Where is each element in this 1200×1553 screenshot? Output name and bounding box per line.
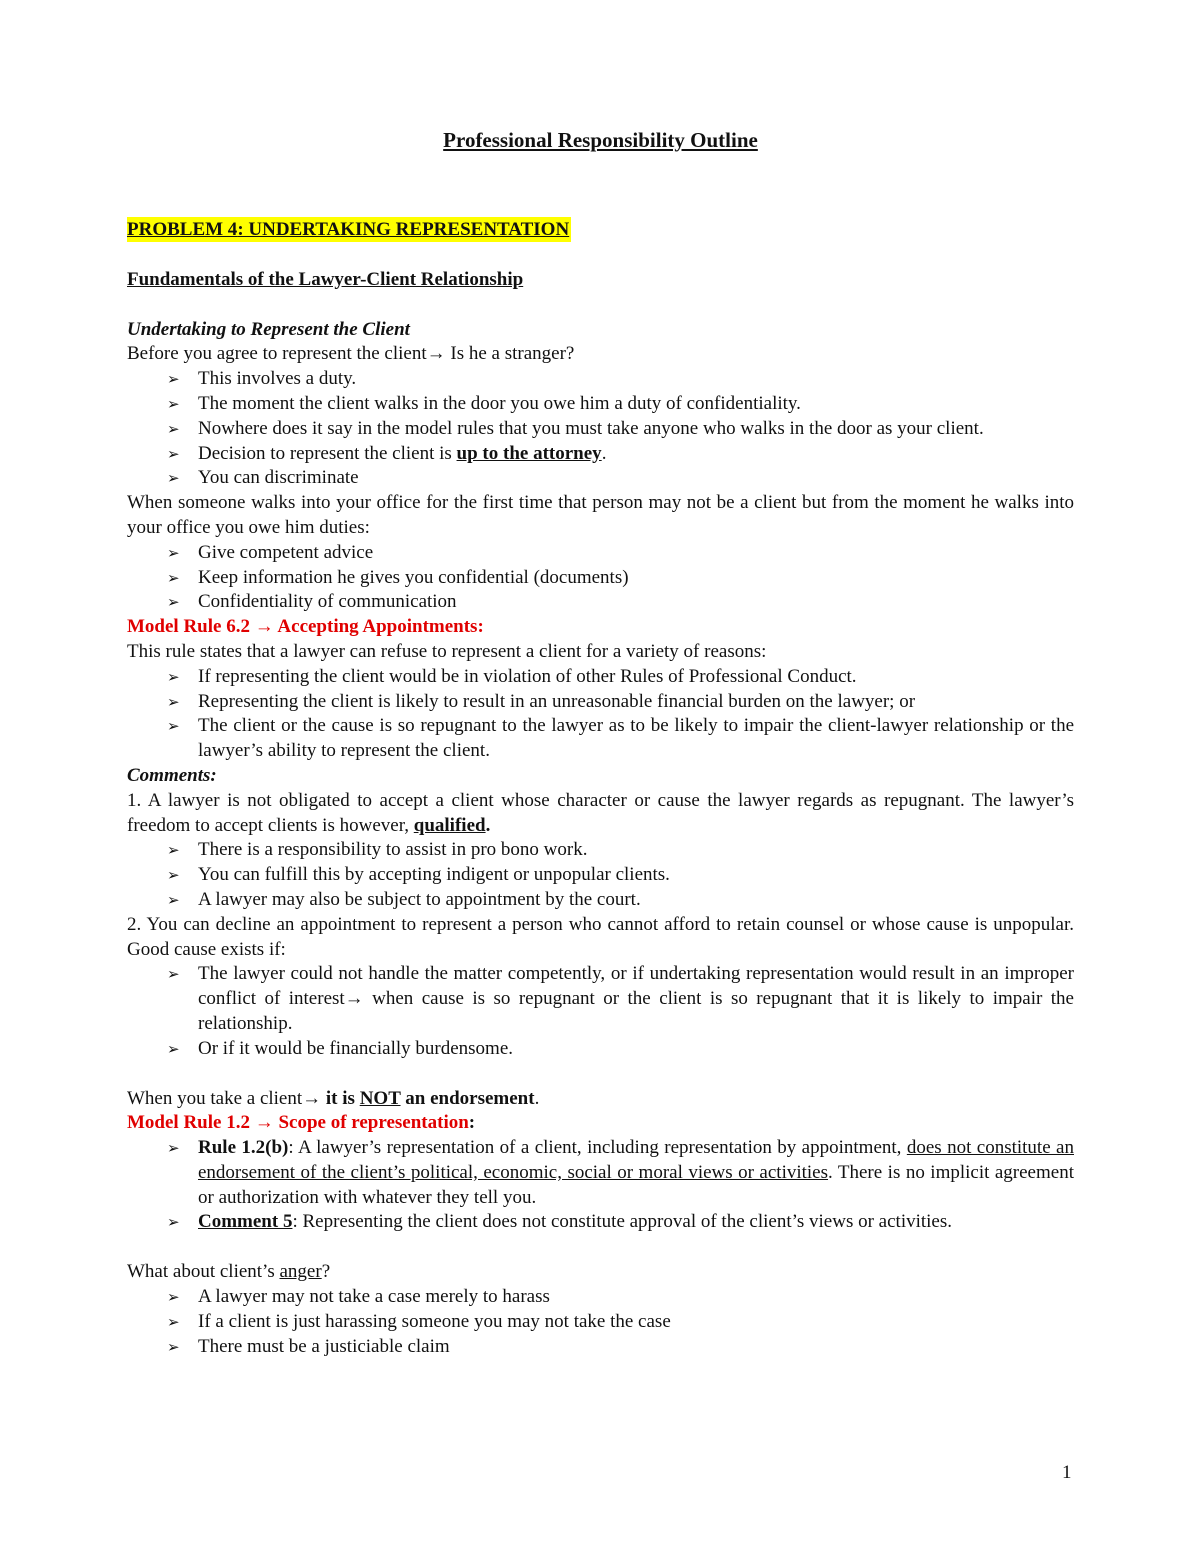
list-item: ➢ Comment 5: Representing the client does not constitute approval of the client’s views or activities.: [127, 1210, 1074, 1235]
bullet-list: [127, 665, 1074, 764]
arrow-bullet-icon: ➢: [167, 593, 180, 612]
bullet-list: [127, 541, 1074, 615]
list-item: ➢ You can fulfill this by accepting indigent or unpopular clients.: [127, 863, 1074, 888]
bullet-list: [127, 367, 1074, 491]
arrow-bullet-icon: ➢: [167, 965, 180, 984]
list-item: ➢ There must be a justiciable claim: [127, 1335, 1074, 1360]
rule-1-2-heading: Model Rule 1.2 → Scope of representation:: [127, 1112, 476, 1134]
list-item: ➢ Keep information he gives you confidential (documents): [127, 566, 1074, 591]
paragraph: When someone walks into your office for the first time that person may not be a client but from the moment he walks into your office you owe him duties:: [127, 492, 1074, 538]
arrow-bullet-icon: ➢: [167, 394, 180, 413]
comments-label: Comments:: [127, 764, 217, 786]
problem-heading: PROBLEM 4: UNDERTAKING REPRESENTATION: [127, 219, 570, 240]
document-title: Professional Responsibility Outline: [443, 128, 758, 152]
list-item: ➢ Or if it would be financially burdensome.: [127, 1037, 1074, 1062]
list-item: ➢ A lawyer may not take a case merely to harass: [127, 1285, 1074, 1310]
anger-line: What about client’s anger?: [127, 1261, 331, 1283]
paragraph: Before you agree to represent the client→ Is he a stranger?: [127, 343, 575, 365]
arrow-bullet-icon: ➢: [167, 469, 180, 488]
list-item: ➢ Confidentiality of communication: [127, 590, 1074, 615]
arrow-bullet-icon: ➢: [167, 841, 180, 860]
list-item: ➢ A lawyer may also be subject to appointment by the court.: [127, 888, 1074, 913]
arrow-bullet-icon: ➢: [167, 1312, 180, 1331]
list-item: ➢ Representing the client is likely to result in an unreasonable financial burden on the lawyer; or: [127, 690, 1074, 715]
arrow-bullet-icon: ➢: [167, 692, 180, 711]
arrow-bullet-icon: ➢: [167, 1039, 180, 1058]
list-item: ➢ The moment the client walks in the door you owe him a duty of confidentiality.: [127, 392, 1074, 417]
arrow-bullet-icon: ➢: [167, 1288, 180, 1307]
arrow-bullet-icon: ➢: [167, 1139, 180, 1158]
list-item: ➢ Give competent advice: [127, 541, 1074, 566]
bullet-list: [127, 838, 1074, 912]
arrow-bullet-icon: ➢: [167, 1337, 180, 1356]
page-number: 1: [1062, 1462, 1072, 1483]
bullet-list: [127, 1285, 1074, 1359]
list-item: ➢ You can discriminate: [127, 466, 1074, 491]
paragraph: This rule states that a lawyer can refuse to represent a client for a variety of reasons:: [127, 640, 767, 662]
list-item: ➢ Nowhere does it say in the model rules that you must take anyone who walks in the door as your client.: [127, 417, 1074, 442]
arrow-bullet-icon: ➢: [167, 667, 180, 686]
arrow-bullet-icon: ➢: [167, 444, 180, 463]
list-item: ➢ The client or the cause is so repugnant to the lawyer as to be likely to impair the client-lawyer relationship or the lawyer’s ability to represent the client.: [167, 715, 1074, 762]
arrow-bullet-icon: ➢: [167, 568, 180, 587]
arrow-bullet-icon: ➢: [167, 543, 180, 562]
arrow-bullet-icon: ➢: [167, 419, 180, 438]
list-item: ➢ If a client is just harassing someone you may not take the case: [127, 1310, 1074, 1335]
sub-heading: Undertaking to Represent the Client: [127, 318, 410, 340]
arrow-bullet-icon: ➢: [167, 1213, 180, 1232]
arrow-bullet-icon: ➢: [167, 370, 180, 389]
list-item: ➢ If representing the client would be in violation of other Rules of Professional Conduct.: [127, 665, 1074, 690]
endorsement-line: When you take a client→ it is NOT an endorsement.: [127, 1087, 540, 1109]
list-item: ➢ The lawyer could not handle the matter competently, or if undertaking representation would result in an improper conflict of interest→ when cause is so repugnant or the client is so repugnant that it is likely to impair the relationship.: [167, 963, 1074, 1034]
arrow-bullet-icon: ➢: [167, 866, 180, 885]
document-body: [127, 217, 1074, 1359]
section-heading: Fundamentals of the Lawyer-Client Relationship: [127, 268, 524, 290]
arrow-bullet-icon: ➢: [167, 717, 180, 736]
list-item: ➢ Decision to represent the client is up to the attorney.: [127, 442, 1074, 467]
list-item: ➢ There is a responsibility to assist in pro bono work.: [127, 838, 1074, 863]
bullet-list: [127, 1136, 1074, 1235]
list-item: ➢ Rule 1.2(b): A lawyer’s representation of a client, including representation by appointment, does not constitute an endorsement of the client’s political, economic, social or moral views or activities. There is no implicit agreement or authorization with whatever they tell you.: [167, 1137, 1074, 1208]
list-item: ➢ This involves a duty.: [127, 367, 1074, 392]
arrow-bullet-icon: ➢: [167, 890, 180, 909]
bullet-list: [127, 962, 1074, 1061]
rule-6-2-heading: Model Rule 6.2 → Accepting Appointments:: [127, 616, 484, 638]
comment-2: 2. You can decline an appointment to represent a person who cannot afford to retain counsel or whose cause is unpopular. Good cause exists if:: [127, 913, 1074, 960]
comment-1: 1. A lawyer is not obligated to accept a client whose character or cause the lawyer regards as repugnant. The lawyer’s freedom to accept clients is however, qualified.: [127, 789, 1074, 836]
